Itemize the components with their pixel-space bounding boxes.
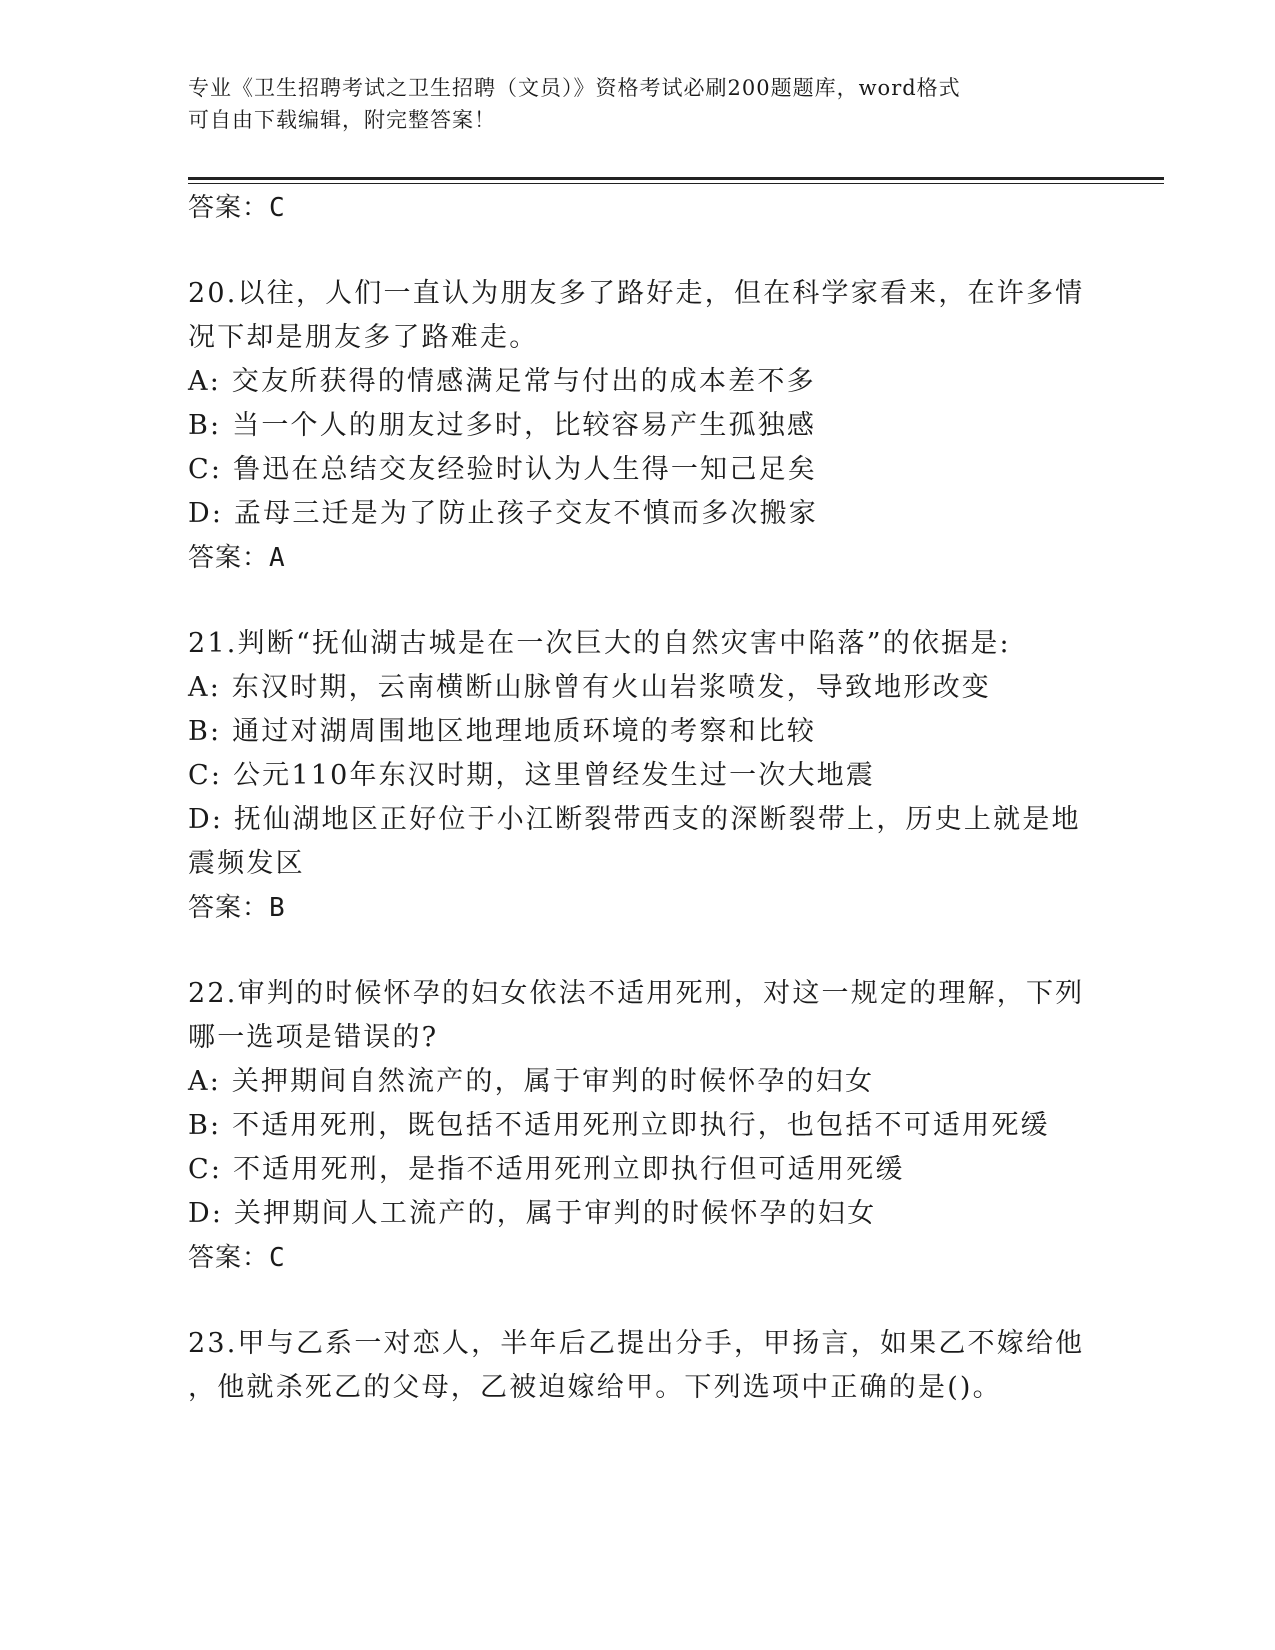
question-20-stem-line-2: 况下却是朋友多了路难走。 [188,322,539,353]
question-23-stem-line-1: 23.甲与乙系一对恋人，半年后乙提出分手，甲扬言，如果乙不嫁给他 [188,1328,1085,1359]
question-22-option-d: D: 关押期间人工流产的，属于审判的时候怀孕的妇女 [188,1198,877,1229]
header-divider-thin [188,183,1164,184]
question-20-option-d: D: 孟母三迁是为了防止孩子交友不慎而多次搬家 [188,498,818,529]
answer-value: A [269,543,286,573]
answer-19 [188,188,286,228]
question-20-option-b: B: 当一个人的朋友过多时，比较容易产生孤独感 [188,410,817,441]
question-22-option-b: B: 不适用死刑，既包括不适用死刑立即执行，也包括不可适用死缓 [188,1110,1050,1141]
question-22-option-a: A: 关押期间自然流产的，属于审判的时候怀孕的妇女 [188,1066,875,1097]
answer-value: B [269,893,286,923]
header-line-2: 可自由下载编辑，附完整答案！ [188,108,496,132]
answer-label: 答案： [188,1243,270,1273]
question-22-stem-line-2: 哪一选项是错误的? [188,1022,439,1053]
question-21-option-d-line-2: 震频发区 [188,848,305,879]
answer-22 [188,1238,286,1278]
answer-label: 答案： [188,543,270,573]
answer-20 [188,538,286,578]
answer-21 [188,888,286,928]
question-20-option-c: C: 鲁迅在总结交友经验时认为人生得一知己足矣 [188,454,817,485]
question-21-option-d-line-1: D: 抚仙湖地区正好位于小江断裂带西支的深断裂带上，历史上就是地 [188,804,1081,835]
question-23-stem-line-2: ，他就杀死乙的父母，乙被迫嫁给甲。下列选项中正确的是()。 [188,1372,1002,1403]
answer-label: 答案： [188,193,270,223]
answer-label: 答案： [188,893,270,923]
question-21-option-a: A: 东汉时期，云南横断山脉曾有火山岩浆喷发，导致地形改变 [188,672,991,703]
document-header [188,72,1088,136]
question-21-option-c: C: 公元110年东汉时期，这里曾经发生过一次大地震 [188,760,876,791]
answer-value: C [269,1243,286,1273]
question-22-option-c: C: 不适用死刑，是指不适用死刑立即执行但可适用死缓 [188,1154,905,1185]
question-20-stem-line-1: 20.以往，人们一直认为朋友多了路好走，但在科学家看来，在许多情 [188,278,1085,309]
header-divider-thick [188,177,1164,180]
question-20-option-a: A: 交友所获得的情感满足常与付出的成本差不多 [188,366,816,397]
answer-value: C [269,193,286,223]
question-21-stem: 21.判断“抚仙湖古城是在一次巨大的自然灾害中陷落”的依据是: [188,628,1011,659]
header-line-1: 专业《卫生招聘考试之卫生招聘（文员）》资格考试必刷200题题库，word格式 [188,76,961,100]
question-21-option-b: B: 通过对湖周围地区地理地质环境的考察和比较 [188,716,817,747]
question-22-stem-line-1: 22.审判的时候怀孕的妇女依法不适用死刑，对这一规定的理解，下列 [188,978,1085,1009]
